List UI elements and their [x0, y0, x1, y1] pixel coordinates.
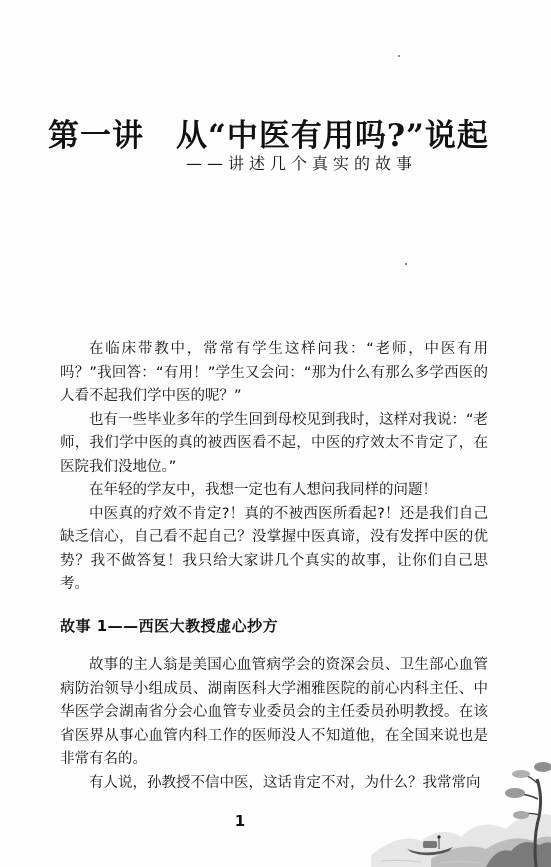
- paragraph: 也有一些毕业多年的学生回到母校见到我时，这样对我说：“老师，我们学中医的真的被西医看不起，中医的疗效太不肯定了，在医院我们没地位。”: [60, 411, 489, 475]
- foliage: [505, 788, 525, 798]
- story-heading: 故事 1——西医大教授虚心抄方: [60, 616, 279, 635]
- ink-landscape-illustration: [311, 737, 551, 867]
- body-text: [60, 338, 488, 795]
- paragraph: 有人说，孙教授不信中医，这话肯定不对，为什么？我常常向: [89, 774, 481, 791]
- foliage: [534, 762, 551, 772]
- chapter-subtitle: ——讲述几个真实的故事: [186, 154, 418, 173]
- foliage: [513, 811, 529, 819]
- scan-speck: [405, 263, 407, 265]
- paragraph: 中医真的疗效不肯定?！真的不被西医所看起?！还是我们自己缺乏信心，自己看不起自己？没掌握中医真谛，没有发挥中医的优势？我不做答复！我只给大家讲几个真实的故事，让你们自己思考。: [60, 505, 488, 592]
- scan-speck: [398, 55, 400, 57]
- foliage: [512, 770, 530, 778]
- paragraph: 故事的主人翁是美国心血管病学会的资深会员、卫生部心血管病防治领导小组成员、湖南医科大学湘雅医院的前心内科主任、中华医学会湖南省分会心血管专业委员会的主任委员孙明教授。在该省医界从事心血管内科工作的医师没人不知道他，在全国来说也是非常有名的。: [60, 657, 488, 767]
- paragraph: 在临床带教中，常常有学生这样问我：“老师，中医有用吗？”我回答：“有用！”学生又会问：“那为什么有那么多学西医的人看不起我们学中医的呢？”: [60, 341, 488, 404]
- page-number: 1: [234, 812, 246, 830]
- paragraph: 在年轻的学友中，我想一定也有人想问我同样的问题！: [89, 482, 437, 498]
- boat-figure-head: [437, 835, 440, 838]
- chapter-title: 第一讲 从“中医有用吗?”说起: [48, 118, 489, 154]
- boat-cabin: [423, 841, 437, 848]
